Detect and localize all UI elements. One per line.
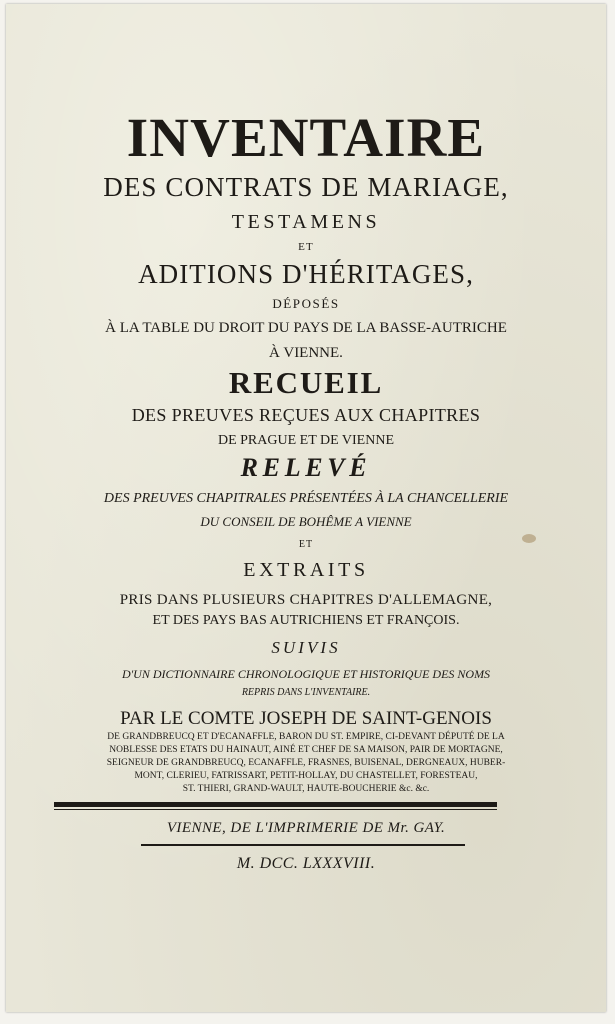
recueil-description-2: DE PRAGUE ET DE VIENNE xyxy=(217,433,395,448)
extraits-heading: EXTRAITS xyxy=(243,559,369,581)
table-line: À LA TABLE DU DROIT DU PAYS DE LA BASSE-AUTRICHE xyxy=(105,320,507,336)
conjunction-et-1: ET xyxy=(298,241,314,253)
double-rule-thin xyxy=(54,809,497,810)
ornamental-rule xyxy=(141,844,465,846)
suivis-description-2: REPRIS DANS L'INVENTAIRE. xyxy=(241,687,371,698)
title-page xyxy=(6,4,606,1012)
author-titles-line-4: MONT, CLERIEU, FATRISSART, PETIT-HOLLAY, DU CHASTELLET, FORESTEAU, xyxy=(134,771,478,781)
releve-heading: RELEVÉ xyxy=(240,453,372,482)
recueil-description-1: DES PREUVES REÇUES AUX CHAPITRES xyxy=(131,405,481,425)
conjunction-et-2: ET xyxy=(298,539,314,550)
extraits-description-2: ET DES PAYS BAS AUTRICHIENS ET FRANÇOIS. xyxy=(152,613,460,628)
suivis-heading: SUIVIS xyxy=(271,638,341,657)
main-title: INVENTAIRE xyxy=(126,107,486,168)
extraits-description-1: PRIS DANS PLUSIEURS CHAPITRES D'ALLEMAGNE, xyxy=(119,592,493,608)
subtitle-heritages: ADITIONS D'HÉRITAGES, xyxy=(138,259,474,289)
imprint-line: VIENNE, DE L'IMPRIMERIE DE Mr. GAY. xyxy=(166,820,446,836)
vienna-line: À VIENNE. xyxy=(269,345,343,361)
author-titles-line-3: SEIGNEUR DE GRANDBREUCQ, ECANAFFLE, FRASNES, BUISENAL, DERGNEAUX, HUBER- xyxy=(106,758,506,768)
subtitle-contracts: DES CONTRATS DE MARIAGE, xyxy=(103,172,509,202)
double-rule-thick xyxy=(54,802,497,807)
publication-date: M. DCC. LXXXVIII. xyxy=(236,855,376,872)
subtitle-testaments: TESTAMENS xyxy=(231,211,381,233)
deposited-label: DÉPOSÉS xyxy=(272,296,340,311)
suivis-description-1: D'UN DICTIONNAIRE CHRONOLOGIQUE ET HISTORIQUE DES NOMS xyxy=(121,667,491,681)
releve-description-1: DES PREUVES CHAPITRALES PRÉSENTÉES À LA CHANCELLERIE xyxy=(103,491,509,506)
author-titles-line-1: DE GRANDBREUCQ ET D'ECANAFFLE, BARON DU ST. EMPIRE, CI-DEVANT DÉPUTÉ DE LA xyxy=(107,732,505,742)
author-titles-line-2: NOBLESSE DES ETATS DU HAINAUT, AINÉ ET CHEF DE SA MAISON, PAIR DE MORTAGNE, xyxy=(109,745,503,755)
releve-description-2: DU CONSEIL DE BOHÊME A VIENNE xyxy=(200,514,412,529)
author-line: PAR LE COMTE JOSEPH DE SAINT-GENOIS xyxy=(120,708,492,729)
recueil-heading: RECUEIL xyxy=(228,365,384,400)
author-titles-line-5: ST. THIERI, GRAND-WAULT, HAUTE-BOUCHERIE &c. &c. xyxy=(182,784,430,794)
